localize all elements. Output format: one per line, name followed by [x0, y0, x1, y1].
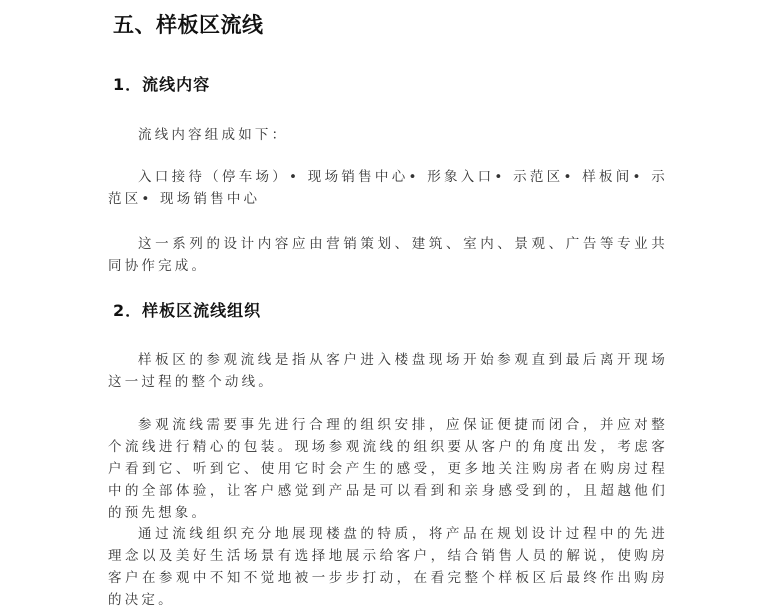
chapter-title: 五、样板区流线	[113, 12, 264, 37]
section-heading-2: 2．样板区流线组织	[113, 301, 262, 320]
paragraph: 样板区的参观流线是指从客户进入楼盘现场开始参观直到最后离开现场这一过程的整个动线。	[108, 352, 668, 390]
paragraph: 参观流线需要事先进行合理的组织安排，应保证便捷而闭合，并应对整个流线进行精心的包装。现场参观流线的组织要从客户的角度出发，考虑客户看到它、听到它、使用它时会产生的感受，更多地关注购房者在购房过程中的全部体验，让客户感觉到产品是可以看到和亲身感受到的，且超越他们的预先想象。	[108, 417, 668, 521]
paragraph: 入口接待（停车场）• 现场销售中心• 形象入口• 示范区• 样板间• 示范区• 现场销售中心	[108, 169, 668, 207]
paragraph: 通过流线组织充分地展现楼盘的特质，将产品在规划设计过程中的先进理念以及美好生活场景有选择地展示给客户，结合销售人员的解说，使购房客户在参观中不知不觉地被一步步打动，在看完整个样板区后最终作出购房的决定。	[108, 526, 668, 608]
paragraph: 流线内容组成如下：	[138, 127, 289, 143]
paragraph: 这一系列的设计内容应由营销策划、建筑、室内、景观、广告等专业共同协作完成。	[108, 236, 668, 274]
section-heading-1: 1．流线内容	[113, 75, 211, 94]
